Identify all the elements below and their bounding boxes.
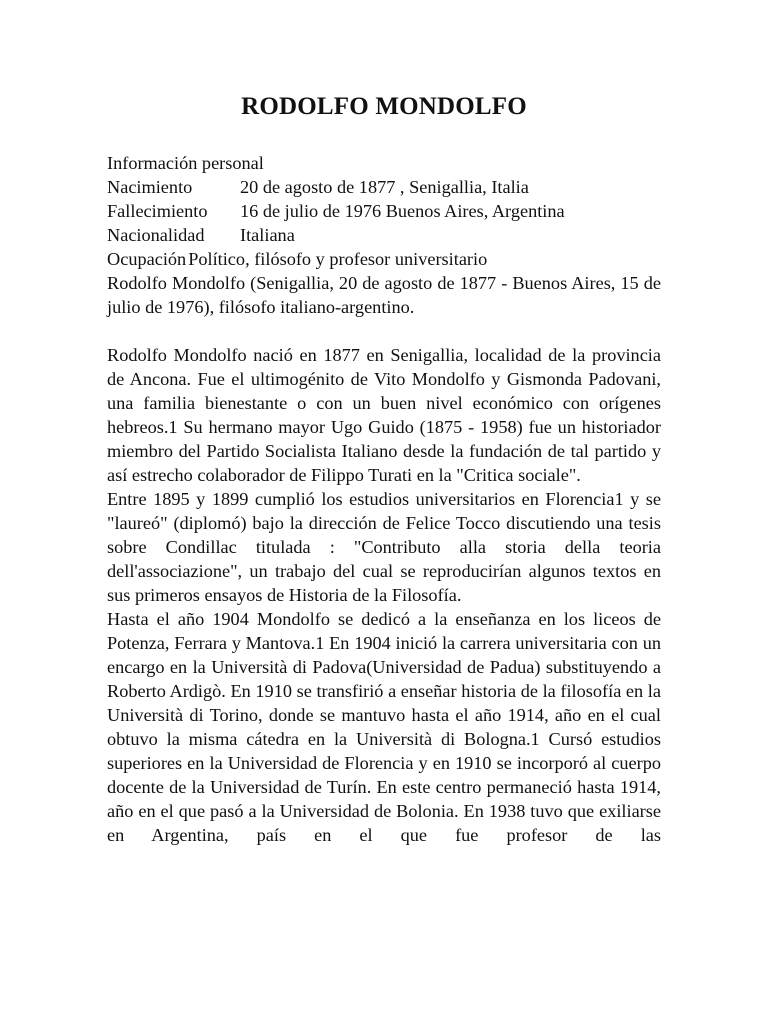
paragraph-early-life: Rodolfo Mondolfo nació en 1877 en Senigallia, localidad de la provincia de Ancona. Fue el ultimogénito de Vito Mondolfo y Gismonda Padovani, una familia bienestante o con un buen nivel económico con orígenes hebreos.1 Su hermano mayor Ugo Guido (1875 - 1958) fue un historiador miembro del Partido Socialista Italiano desde la fundación de tal partido y así estrecho colaborador de Filippo Turati en la "Critica sociale". xyxy=(107,345,661,485)
info-value-death: 16 de julio de 1976 Buenos Aires, Argentina xyxy=(240,201,565,221)
body-text xyxy=(107,343,661,847)
personal-info-heading: Información personal xyxy=(107,153,264,173)
info-row-birth xyxy=(107,175,661,199)
paragraph-academic-career: Hasta el año 1904 Mondolfo se dedicó a la enseñanza en los liceos de Potenza, Ferrara y Mantova.1 En 1904 inició la carrera universitaria con un encargo en la Università di Padova(Universidad de Padua) substituyendo a Roberto Ardigò. En 1910 se transfirió a enseñar historia de la filosofía en la Università di Torino, donde se mantuvo hasta el año 1914, año en el cual obtuvo la misma cátedra en la Università di Bologna.1 Cursó estudios superiores en la Universidad de Florencia y en 1910 se incorporó al cuerpo docente de la Universidad de Turín. En este centro permaneció hasta 1914, año en el que pasó a la Universidad de Bolonia. En 1938 tuvo que exiliarse en Argentina, país en el que fue profesor de las xyxy=(107,609,661,845)
document-title: RODOLFO MONDOLFO xyxy=(241,93,527,120)
info-row-occupation xyxy=(107,247,661,271)
personal-info-block xyxy=(107,151,661,319)
info-row-nationality xyxy=(107,223,661,247)
info-value-occupation: Político, filósofo y profesor universitario xyxy=(188,249,488,269)
info-row-death xyxy=(107,199,661,223)
info-label-occupation: Ocupación xyxy=(107,249,187,269)
info-value-birth: 20 de agosto de 1877 , Senigallia, Italia xyxy=(240,177,529,197)
info-label-nationality: Nacionalidad xyxy=(107,225,205,245)
info-label-birth: Nacimiento xyxy=(107,177,193,197)
info-label-death: Fallecimiento xyxy=(107,201,208,221)
info-value-nationality: Italiana xyxy=(240,225,295,245)
paragraph-university-studies: Entre 1895 y 1899 cumplió los estudios universitarios en Florencia1 y se "laureó" (diplomó) bajo la dirección de Felice Tocco discutiendo una tesis sobre Condillac titulada : "Contributo alla storia della teoria dell'associazione", un trabajo del cual se reproducirían algunos textos en sus primeros ensayos de Historia de la Filosofía. xyxy=(107,489,661,605)
summary-text: Rodolfo Mondolfo (Senigallia, 20 de agosto de 1877 - Buenos Aires, 15 de julio de 1976), filósofo italiano-argentino. xyxy=(107,273,661,317)
